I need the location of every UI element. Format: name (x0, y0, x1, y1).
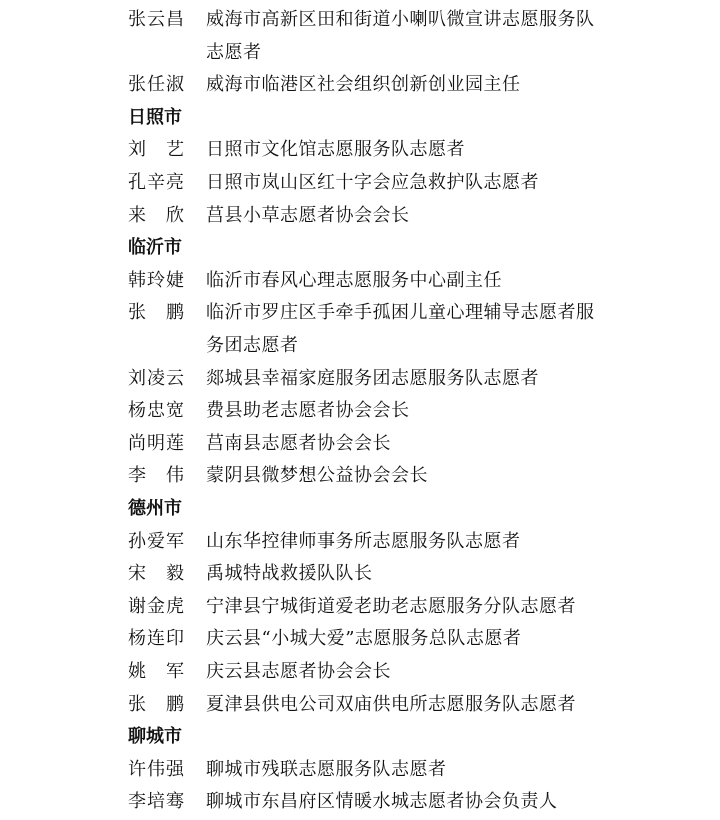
person-description: 日照市文化馆志愿服务队志愿者 (206, 139, 465, 161)
person-description: 威海市高新区田和街道小喇叭微宣讲志愿服务队 (206, 9, 595, 30)
person-description: 威海市临港区社会组织创新创业园主任 (206, 74, 521, 96)
list-item (0, 528, 720, 556)
person-description: 莒县小草志愿者协会会长 (206, 204, 410, 226)
person-description: 宁津县宁城街道爱老助老志愿服务分队志愿者 (206, 595, 576, 617)
list-item (0, 788, 720, 816)
person-description: 莒南县志愿者协会会长 (206, 432, 391, 454)
person-description: 聊城市东昌府区情暖水城志愿者协会负责人 (206, 791, 558, 813)
city-heading: 临沂市 (128, 237, 182, 259)
city-heading-row (0, 723, 720, 751)
person-name: 孔辛亮 (128, 172, 185, 193)
person-name: 张 鹏 (128, 693, 185, 715)
list-item (0, 462, 720, 490)
city-heading: 聊城市 (128, 726, 182, 748)
person-name: 孙爱军 (128, 530, 185, 552)
list-item (0, 658, 720, 686)
city-heading: 德州市 (128, 498, 182, 519)
person-description: 志愿者 (206, 41, 262, 63)
person-description: 务团志愿者 (206, 335, 299, 356)
list-item (0, 430, 720, 458)
person-description: 临沂市罗庄区手牵手孤困儿童心理辅导志愿者服 (206, 302, 595, 324)
person-description: 庆云县“小城大爱”志愿服务总队志愿者 (206, 628, 522, 650)
person-name: 张云昌 (128, 9, 185, 30)
city-heading-row (0, 234, 720, 262)
person-description: 山东华控律师事务所志愿服务队志愿者 (206, 530, 521, 552)
list-item (0, 560, 720, 588)
person-name: 来 欣 (128, 204, 185, 226)
person-name: 谢金虎 (128, 595, 185, 617)
list-item (0, 397, 720, 425)
city-heading-row (0, 495, 720, 523)
list-item (0, 71, 720, 99)
person-description: 临沂市春风心理志愿服务中心副主任 (206, 269, 502, 291)
list-item (0, 756, 720, 784)
person-description: 禹城特战救援队队长 (206, 563, 373, 585)
person-name: 韩玲婕 (128, 269, 185, 291)
person-description: 蒙阴县微梦想公益协会会长 (206, 465, 428, 487)
person-name: 尚明莲 (128, 432, 185, 454)
list-item (0, 267, 720, 295)
person-name: 刘凌云 (128, 367, 185, 389)
person-name: 张 鹏 (128, 302, 185, 324)
person-name: 李 伟 (128, 465, 185, 487)
person-name: 宋 毅 (128, 563, 185, 585)
list-item (0, 365, 720, 393)
person-name: 姚 军 (128, 661, 185, 682)
city-heading-row (0, 104, 720, 132)
list-item (0, 691, 720, 719)
list-item (0, 169, 720, 197)
list-item (0, 136, 720, 164)
list-item (0, 202, 720, 230)
person-description: 郯城县幸福家庭服务团志愿服务队志愿者 (206, 367, 539, 389)
person-name: 杨忠宽 (128, 400, 185, 422)
person-name: 张任淑 (128, 74, 185, 96)
person-description: 聊城市残联志愿服务队志愿者 (206, 758, 447, 780)
list-item (0, 6, 720, 34)
list-item-continuation (0, 39, 720, 67)
person-name: 杨连印 (128, 628, 185, 650)
person-name: 许伟强 (128, 758, 185, 780)
person-description: 夏津县供电公司双庙供电所志愿服务队志愿者 (206, 693, 576, 715)
city-heading: 日照市 (128, 106, 182, 128)
list-item (0, 625, 720, 653)
person-description: 费县助老志愿者协会会长 (206, 400, 410, 422)
person-description: 日照市岚山区红十字会应急救护队志愿者 (206, 172, 539, 193)
list-item (0, 299, 720, 327)
list-item (0, 593, 720, 621)
list-item-continuation (0, 332, 720, 360)
person-name: 李培骞 (128, 791, 185, 813)
person-name: 刘 艺 (128, 139, 185, 161)
person-description: 庆云县志愿者协会会长 (206, 661, 391, 682)
